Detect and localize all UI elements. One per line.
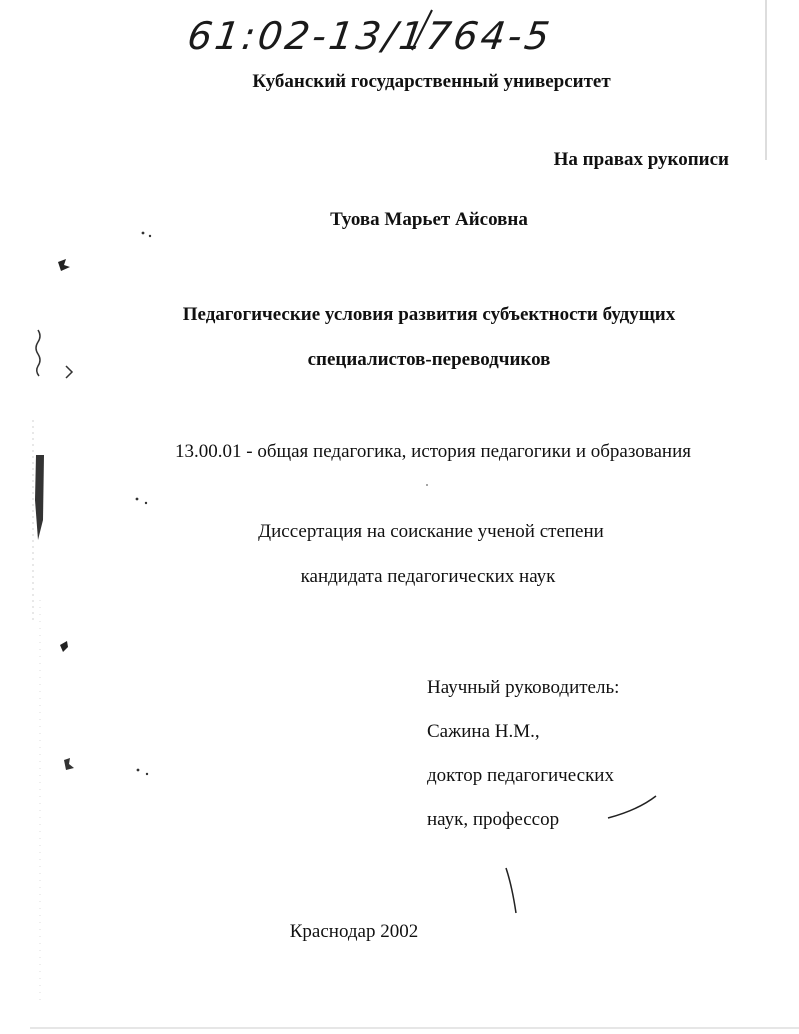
degree-line-2: кандидата педагогических наук — [300, 566, 556, 587]
margin-mark — [58, 259, 70, 271]
scan-speck — [142, 232, 145, 235]
dissertation-title-line-1: Педагогические условия развития субъектности будущих — [182, 304, 676, 325]
supervisor-degree-line-1: доктор педагогических — [427, 765, 614, 786]
supervisor-name: Сажина Н.М., — [427, 721, 540, 742]
specialty-code: 13.00.01 - общая педагогика, история педагогики и образования — [175, 441, 691, 462]
scan-speck — [426, 484, 428, 486]
supervisor-degree-line-2: наук, профессор — [427, 809, 560, 830]
degree-line-1: Диссертация на соискание ученой степени — [258, 521, 604, 542]
margin-mark — [64, 758, 74, 770]
dissertation-title-line-2: специалистов-переводчиков — [307, 349, 551, 370]
author-name: Туова Марьет Айсовна — [330, 209, 528, 230]
scan-speck — [149, 235, 151, 237]
scan-speck — [145, 502, 147, 504]
city-and-year: Краснодар 2002 — [289, 921, 419, 942]
supervisor-label: Научный руководитель: — [427, 677, 620, 698]
scan-speck — [146, 773, 148, 775]
university-name: Кубанский государственный университет — [252, 71, 611, 92]
scan-speck — [137, 769, 140, 772]
scan-speck — [136, 498, 139, 501]
handwritten-archive-code: 61:02-13/1764-5 — [184, 14, 556, 58]
signature-stroke — [608, 796, 656, 818]
margin-mark — [60, 641, 68, 652]
signature-stroke — [506, 868, 516, 913]
rights-notice: На правах рукописи — [553, 149, 729, 170]
